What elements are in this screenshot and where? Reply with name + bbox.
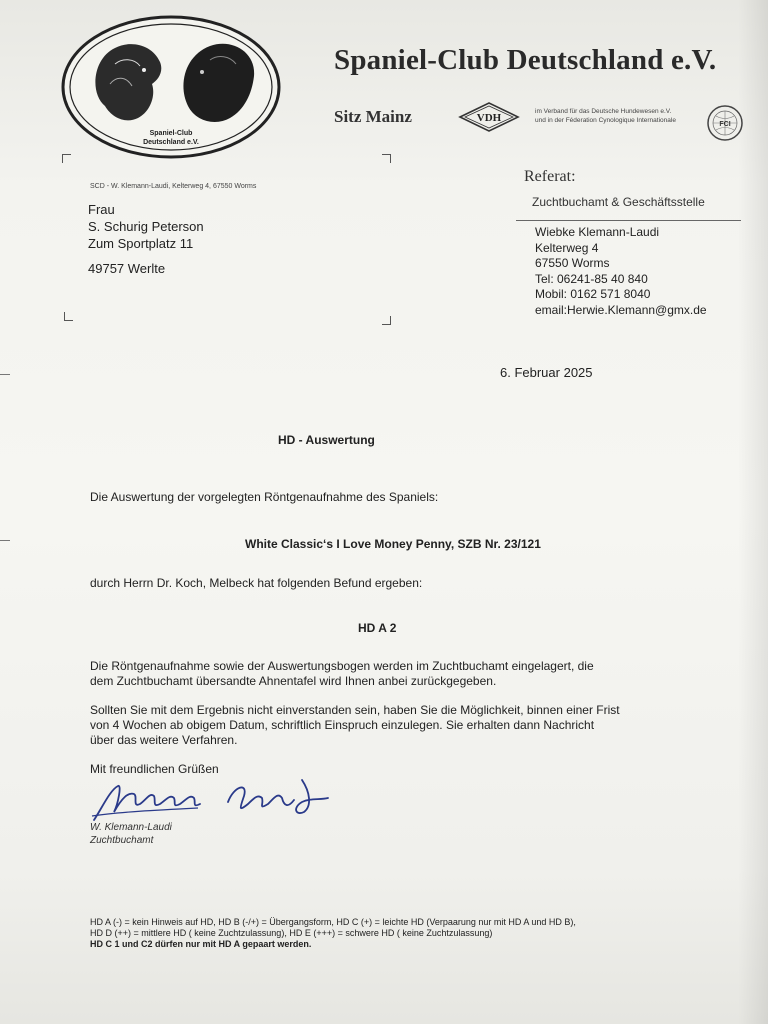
club-seat: Sitz Mainz — [334, 107, 412, 126]
window-corner-bottom-left — [64, 312, 73, 321]
legend-line-1: HD A (-) = kein Hinweis auf HD, HD B (-/+) = Übergangsform, HD C (+) = leichte HD (Verpaarung nur mit HD A und HD B), — [90, 917, 576, 927]
vdh-label: VDH — [476, 112, 502, 124]
recipient-city: 49757 Werlte — [88, 261, 166, 276]
vdh-note — [535, 107, 710, 125]
sender-line: SCD - W. Klemann-Laudi, Kelterweg 4, 67550 Worms — [90, 183, 257, 190]
page-shadow — [738, 0, 768, 1024]
logo-text-1: Spaniel-Club — [149, 130, 193, 137]
referat-contact — [535, 225, 707, 318]
closing-greeting: Mit freundlichen Grüßen — [90, 762, 219, 776]
vdh-note-line-2: und in der Féderation Cynologique Internationale — [535, 117, 676, 124]
referat-divider — [516, 220, 741, 221]
paragraph-objection-line-3: über das weitere Verfahren. — [90, 733, 238, 747]
window-corner-bottom-right — [382, 316, 391, 325]
dog-name: White Classic‘s I Love Money Penny, SZB Nr. 23/121 — [245, 537, 541, 551]
signer-name: W. Klemann-Laudi — [90, 822, 172, 833]
body-examiner: durch Herrn Dr. Koch, Melbeck hat folgenden Befund ergeben: — [90, 576, 423, 590]
contact-name: Wiebke Klemann-Laudi — [535, 225, 660, 239]
recipient-address — [88, 201, 204, 252]
contact-mobile: Mobil: 0162 571 8040 — [535, 287, 651, 301]
paragraph-objection-line-1: Sollten Sie mit dem Ergebnis nicht einverstanden sein, haben Sie die Möglichkeit, binnen einer Frist — [90, 703, 620, 717]
fci-label: FCI — [719, 121, 731, 128]
paragraph-storage-line-2: dem Zuchtbuchamt übersandte Ahnentafel wird Ihnen anbei zurückgegeben. — [90, 674, 497, 688]
recipient-street: Zum Sportplatz 11 — [88, 236, 194, 251]
punch-mark — [0, 540, 10, 541]
referat-label: Referat: — [524, 168, 576, 185]
letter-subject: HD - Auswertung — [278, 433, 375, 447]
vdh-note-line-1: im Verband für das Deutsche Hundewesen e.V. — [535, 108, 672, 115]
signer-block — [90, 821, 172, 847]
letter-date: 6. Februar 2025 — [500, 365, 593, 380]
signer-role: Zuchtbuchamt — [90, 835, 154, 846]
legend-line-2: HD D (++) = mittlere HD ( keine Zuchtzulassung), HD E (+++) = schwere HD ( keine Zuchtzulassung) — [90, 928, 493, 938]
body-intro: Die Auswertung der vorgelegten Röntgenaufnahme des Spaniels: — [90, 490, 439, 504]
window-corner-top-right — [382, 154, 391, 163]
contact-phone: Tel: 06241-85 40 840 — [535, 271, 648, 286]
paragraph-objection — [90, 703, 690, 748]
paragraph-storage-line-1: Die Röntgenaufnahme sowie der Auswertungsbogen werden im Zuchtbuchamt eingelagert, die — [90, 659, 594, 673]
window-corner-top-left — [62, 154, 71, 163]
hd-legend — [90, 917, 710, 950]
paragraph-storage — [90, 659, 690, 689]
fold-mark-1 — [0, 374, 10, 375]
recipient-salutation: Frau — [88, 202, 115, 217]
fci-logo-icon — [706, 104, 744, 142]
paragraph-objection-line-2: von 4 Wochen ab obigem Datum, schriftlich Einspruch einzulegen. Sie erhalten dann Nachricht — [90, 718, 595, 732]
referat-department: Zuchtbuchamt & Geschäftsstelle — [532, 195, 705, 209]
club-name: Spaniel-Club Deutschland e.V. — [334, 44, 717, 76]
contact-email: email:Herwie.Klemann@gmx.de — [535, 302, 707, 317]
logo-text-2: Deutschland e.V. — [143, 139, 199, 146]
recipient-name: S. Schurig Peterson — [88, 219, 204, 234]
contact-street: Kelterweg 4 — [535, 240, 599, 255]
contact-postcode: 67550 Worms — [535, 256, 610, 270]
hd-result: HD A 2 — [358, 621, 397, 635]
spaniel-logo-icon — [60, 14, 282, 160]
signature-icon — [88, 768, 348, 828]
vdh-logo-icon — [458, 101, 520, 133]
legend-line-3: HD C 1 und C2 dürfen nur mit HD A gepaart werden. — [90, 939, 312, 949]
